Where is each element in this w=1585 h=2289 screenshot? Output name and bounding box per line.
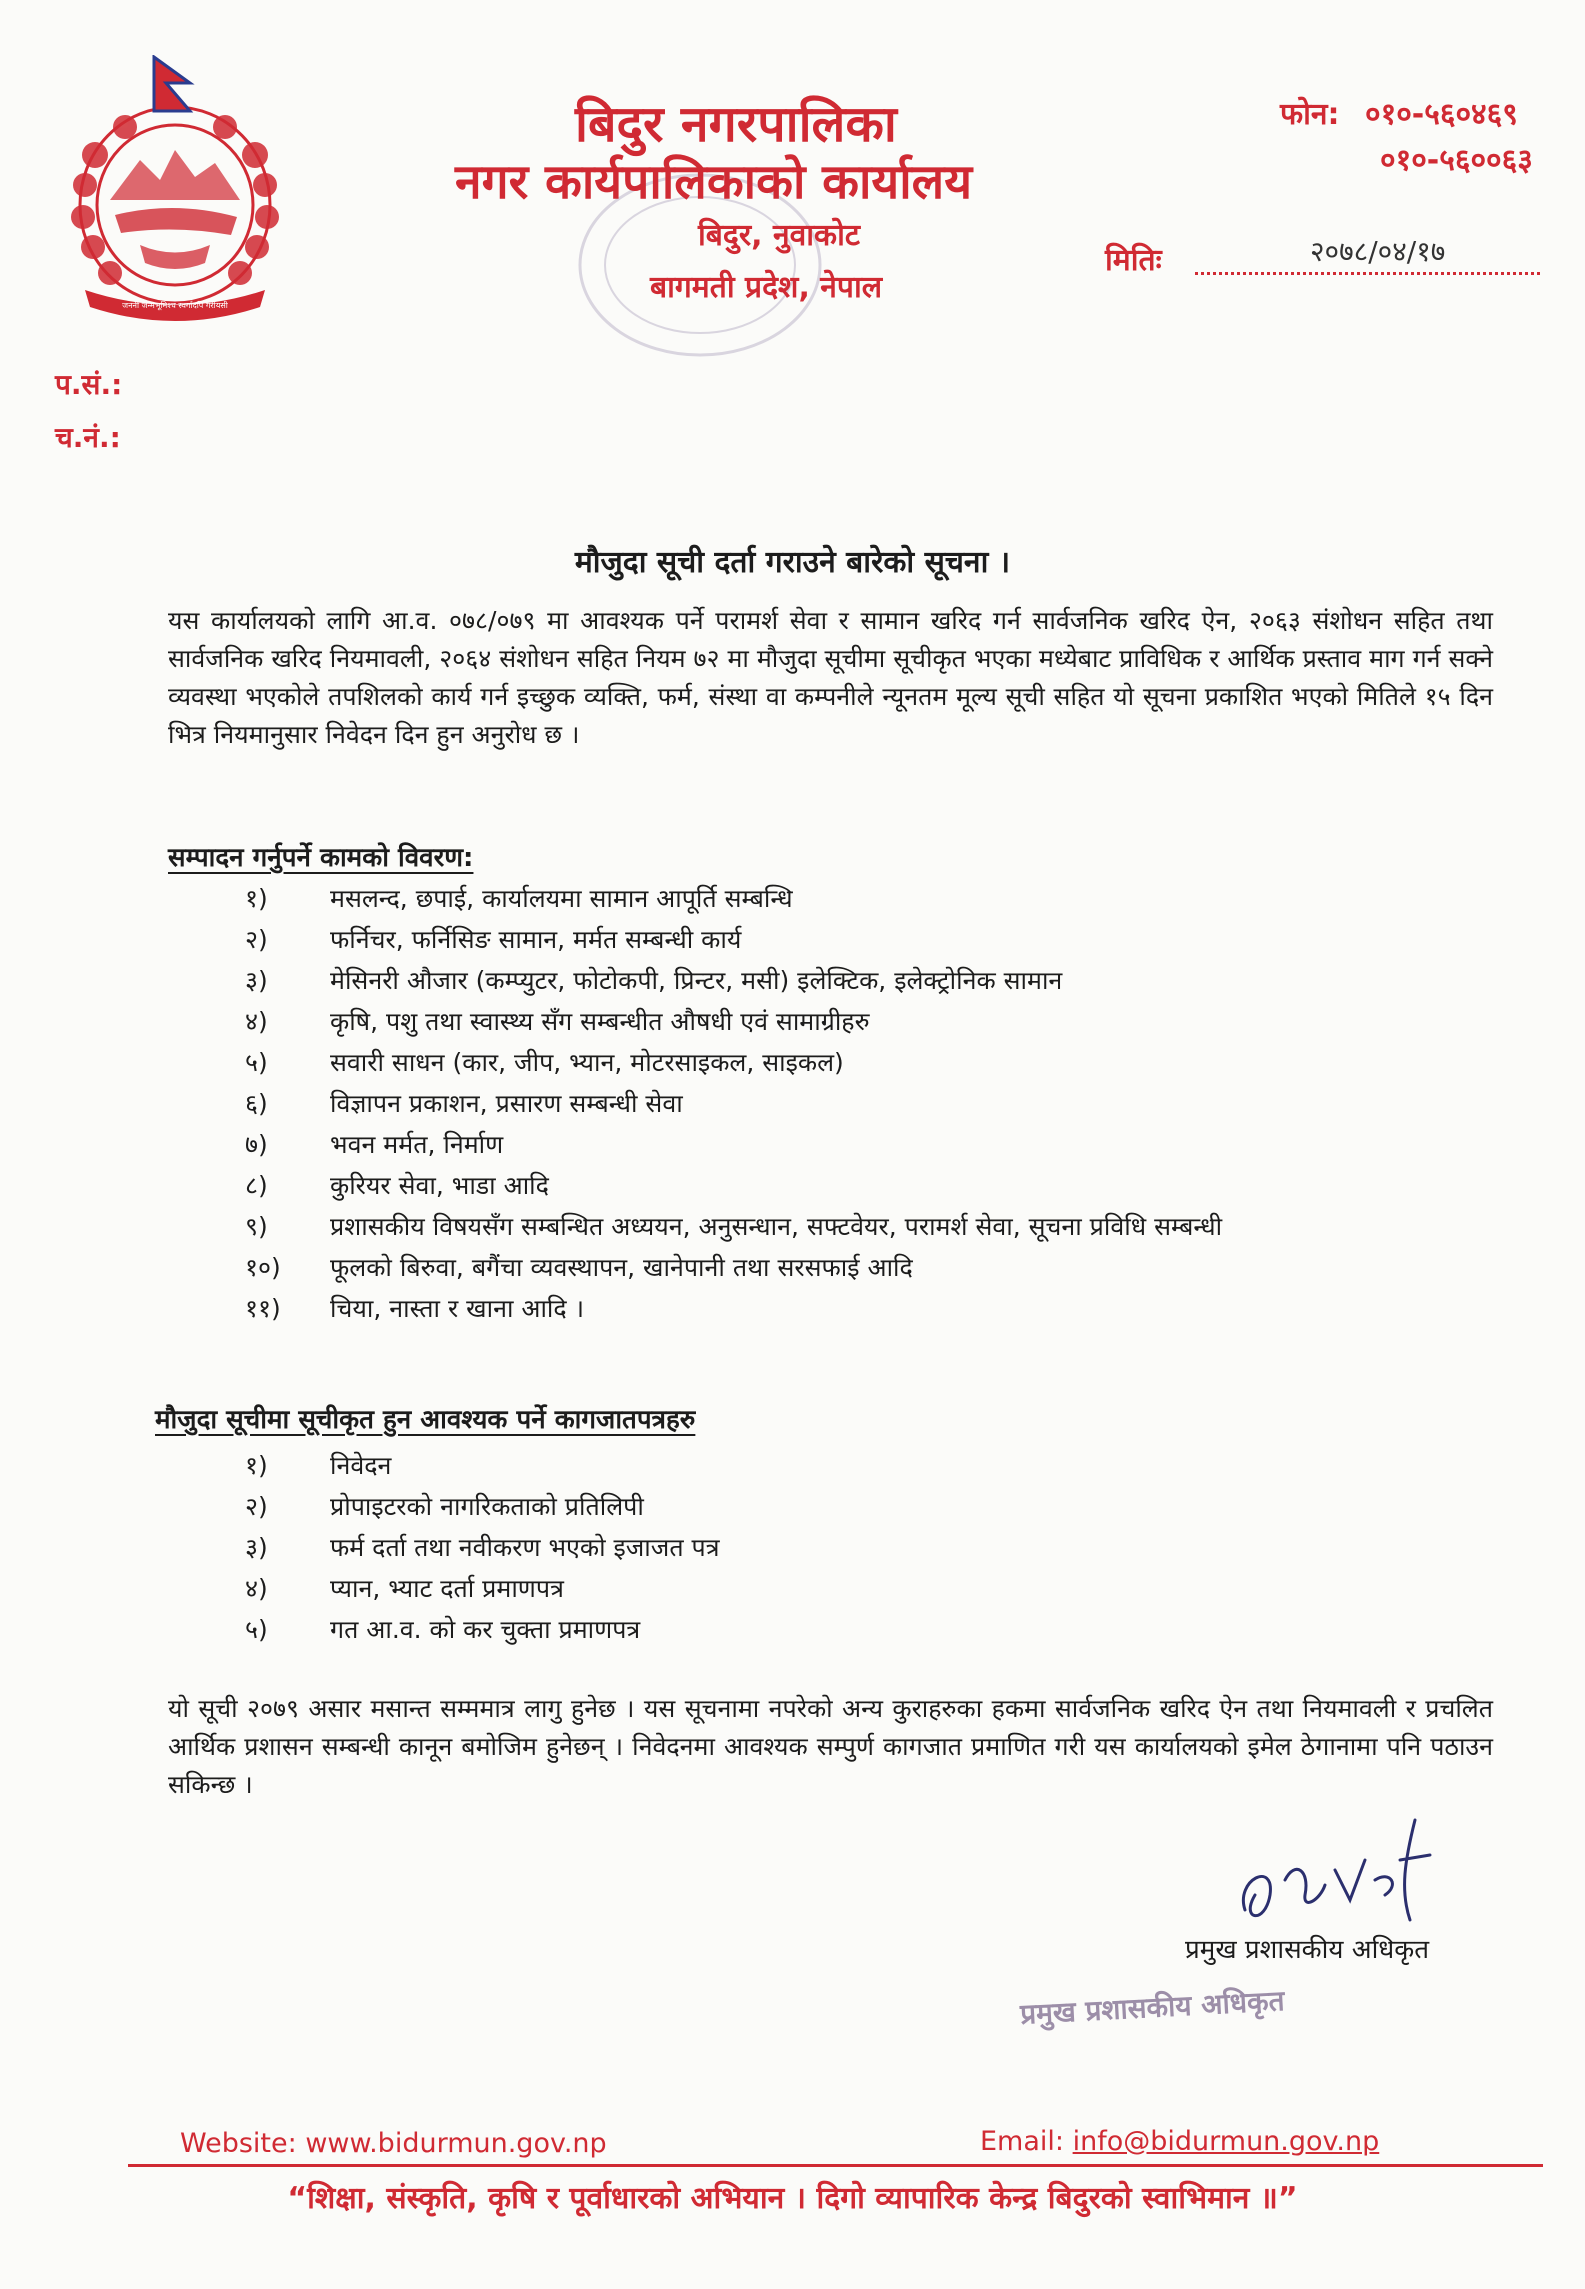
list-item: [245, 1527, 720, 1568]
website-text: [180, 2128, 607, 2159]
list-item: [245, 1124, 1222, 1165]
email-label: Email:: [980, 2126, 1065, 2157]
nepal-flag-icon: [150, 55, 195, 115]
item-number: २): [245, 1492, 268, 1521]
item-number: ८): [245, 1171, 268, 1200]
footer-divider: [128, 2164, 1543, 2167]
item-number: १): [245, 884, 268, 913]
item-text: प्रशासकीय विषयसँग सम्बन्धित अध्ययन, अनुसन्धान, सफ्टवेयर, परामर्श सेवा, सूचना प्रविधि सम्बन्धी: [330, 1212, 1223, 1241]
item-number: ५): [245, 1615, 268, 1644]
item-number: ९): [245, 1212, 268, 1241]
item-number: ३): [245, 966, 268, 995]
work-list: [245, 878, 1222, 1329]
list-item: [245, 878, 1222, 919]
item-number: ५): [245, 1048, 268, 1077]
list-item: [245, 1247, 1222, 1288]
item-text: प्यान, भ्याट दर्ता प्रमाणपत्र: [330, 1574, 564, 1603]
documents-heading: मौजुदा सूचीमा सूचीकृत हुन आवश्यक पर्ने कागजातपत्रहरु: [155, 1405, 696, 1435]
item-text: मसलन्द, छपाई, कार्यालयमा सामान आपूर्ति सम्बन्धि: [330, 884, 793, 913]
item-text: भवन मर्मत, निर्माण: [330, 1130, 504, 1159]
address-line-1: बिदुर, नुवाकोट: [698, 218, 860, 253]
phone-number-1: ०१०-५६०४६९: [1365, 97, 1518, 132]
list-item: [245, 1486, 720, 1527]
signatory-stamp: प्रमुख प्रशासकीय अधिकृत: [1019, 1984, 1286, 2031]
website-url[interactable]: www.bidurmun.gov.np: [305, 2128, 607, 2159]
item-number: ४): [245, 1574, 268, 1603]
signature: [1225, 1800, 1455, 1940]
date-value: २०७८/०४/१७: [1310, 235, 1446, 268]
item-number: २): [245, 925, 268, 954]
signatory-title: प्रमुख प्रशासकीय अधिकृत: [1185, 1935, 1430, 1965]
item-text: सवारी साधन (कार, जीप, भ्यान, मोटरसाइकल, साइकल): [330, 1048, 844, 1077]
list-item: [245, 1568, 720, 1609]
list-item: [245, 1609, 720, 1650]
nepal-emblem-logo: [55, 85, 295, 335]
list-item: [245, 1083, 1222, 1124]
documents-list: [245, 1445, 720, 1650]
svg-text:जननी जन्मभूमिश्च स्वर्गादपि गर: जननी जन्मभूमिश्च स्वर्गादपि गरीयसी: [122, 301, 228, 310]
list-item: [245, 919, 1222, 960]
list-item: [245, 1288, 1222, 1329]
item-text: गत आ.व. को कर चुक्ता प्रमाणपत्र: [330, 1615, 641, 1644]
item-number: १): [245, 1451, 268, 1480]
item-number: ६): [245, 1089, 268, 1118]
item-text: फर्म दर्ता तथा नवीकरण भएको इजाजत पत्र: [330, 1533, 720, 1562]
address-line-2: बागमती प्रदेश, नेपाल: [650, 270, 883, 305]
notice-title: मौजुदा सूची दर्ता गराउने बारेको सूचना ।: [574, 545, 1011, 580]
item-text: फूलको बिरुवा, बगैंचा व्यवस्थापन, खानेपानी तथा सरसफाई आदि: [330, 1253, 913, 1282]
item-number: ११): [245, 1294, 281, 1323]
item-text: विज्ञापन प्रकाशन, प्रसारण सम्बन्धी सेवा: [330, 1089, 683, 1118]
list-item: [245, 1445, 720, 1486]
list-item: [245, 1206, 1222, 1247]
item-text: कृषि, पशु तथा स्वास्थ्य सँग सम्बन्धीत औषधी एवं सामाग्रीहरु: [330, 1007, 870, 1036]
item-text: फर्निचर, फर्निसिङ सामान, मर्मत सम्बन्धी कार्य: [330, 925, 742, 954]
intro-paragraph: यस कार्यालयको लागि आ.व. ०७८/०७९ मा आवश्यक पर्ने परामर्श सेवा र सामान खरिद गर्न सार्वजनिक खरिद ऐन, २०६३ संशोधन सहित तथा सार्वजनिक खरिद नियमावली, २०६४ संशोधन सहित नियम ७२ मा मौजुदा सूचीमा सूचीकृत भएका मध्येबाट प्राविधिक र आर्थिक प्रस्ताव माग गर्न सक्ने व्यवस्था भएकोले तपशिलको कार्य गर्न इच्छुक व्यक्ति, फर्म, संस्था वा कम्पनीले न्यूनतम मूल्य सूची सहित यो सूचना प्रकाशित भएको मितिले १५ दिन भित्र नियमानुसार निवेदन दिन हुन अनुरोध छ ।: [168, 606, 1493, 749]
reference-number-label: प.सं.:: [55, 368, 123, 401]
item-text: मेसिनरी औजार (कम्प्युटर, फोटोकपी, प्रिन्टर, मसी) इलेक्टिक, इलेक्ट्रोनिक सामान: [330, 966, 1063, 995]
phone-label: फोन:: [1280, 97, 1340, 132]
list-item: [245, 960, 1222, 1001]
item-text: निवेदन: [330, 1451, 392, 1480]
work-heading: सम्पादन गर्नुपर्ने कामको विवरण:: [168, 843, 474, 873]
municipality-name: बिदुर नगरपालिका: [575, 95, 897, 153]
list-item: [245, 1001, 1222, 1042]
item-text: चिया, नास्ता र खाना आदि ।: [330, 1294, 585, 1323]
item-text: कुरियर सेवा, भाडा आदि: [330, 1171, 549, 1200]
item-number: ७): [245, 1130, 268, 1159]
item-number: ३): [245, 1533, 268, 1562]
website-label: Website:: [180, 2128, 297, 2159]
item-text: प्रोपाइटरको नागरिकताको प्रतिलिपी: [330, 1492, 644, 1521]
email-text: [980, 2126, 1379, 2157]
office-name: नगर कार्यपालिकाको कार्यालय: [455, 154, 973, 210]
dispatch-number-label: च.नं.:: [55, 421, 121, 454]
item-number: ४): [245, 1007, 268, 1036]
footer-motto: “शिक्षा, संस्कृति, कृषि र पूर्वाधारको अभियान । दिगो व्यापारिक केन्द्र बिदुरको स्वाभिमान ॥”: [287, 2181, 1298, 2216]
phone-number-2: ०१०-५६००६३: [1380, 143, 1533, 178]
date-label: मितिः: [1105, 243, 1162, 278]
email-address[interactable]: info@bidurmun.gov.np: [1072, 2126, 1380, 2157]
list-item: [245, 1042, 1222, 1083]
list-item: [245, 1165, 1222, 1206]
item-number: १०): [245, 1253, 281, 1282]
closing-paragraph: यो सूची २०७९ असार मसान्त सम्ममात्र लागु हुनेछ । यस सूचनामा नपरेको अन्य कुराहरुका हकमा सार्वजनिक खरिद ऐन तथा नियमावली र प्रचलित आर्थिक प्रशासन सम्बन्धी कानून बमोजिम हुनेछन् । निवेदनमा आवश्यक सम्पुर्ण कागजात प्रमाणित गरी यस कार्यालयको इमेल ठेगानामा पनि पठाउन सकिन्छ ।: [168, 1694, 1493, 1799]
